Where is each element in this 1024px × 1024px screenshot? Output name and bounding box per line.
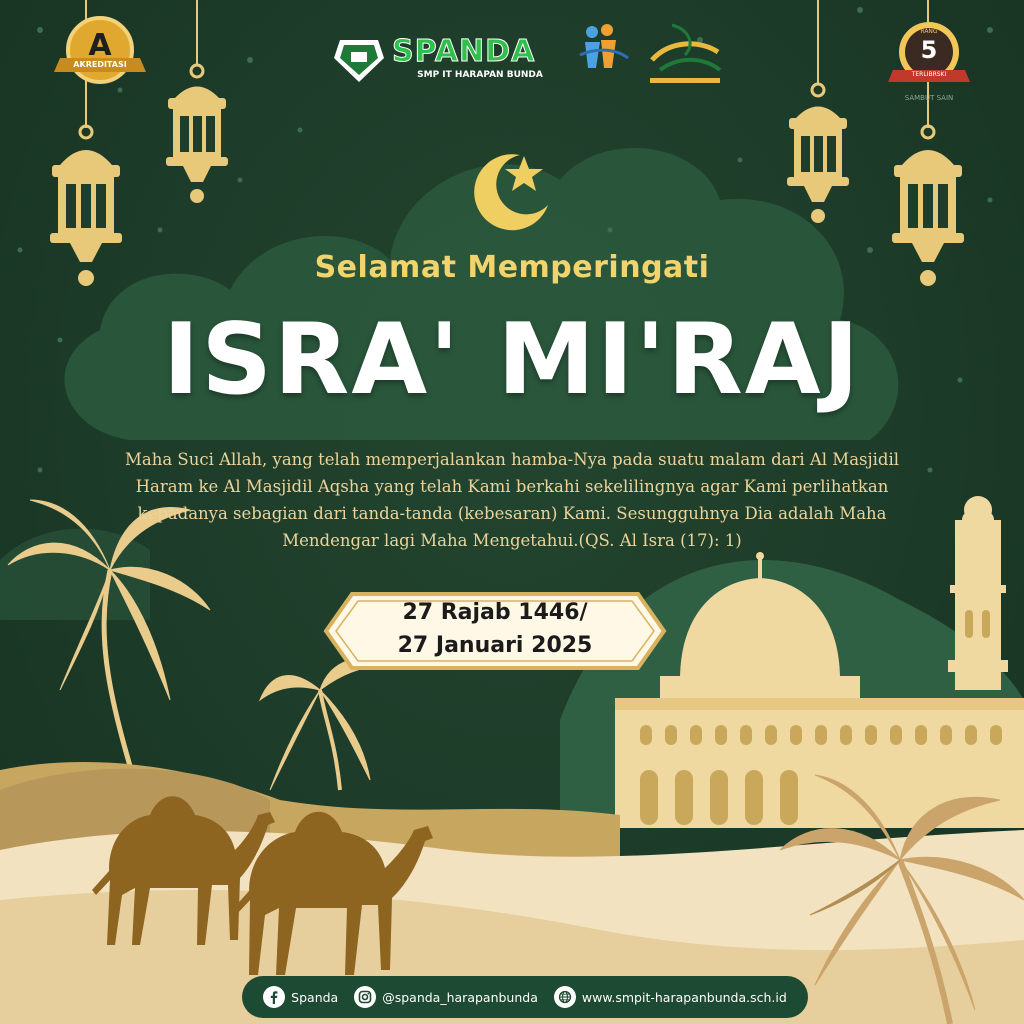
social-footer — [242, 976, 808, 1018]
school-crest-icon — [334, 40, 384, 82]
partner-logo-icon — [580, 24, 628, 68]
rank-number: 5 — [920, 36, 938, 64]
website-link[interactable] — [554, 986, 787, 1008]
lantern-icon — [166, 0, 228, 203]
date-gregorian: 27 Januari 2025 — [397, 633, 593, 658]
instagram-link[interactable] — [354, 986, 538, 1008]
instagram-icon — [354, 986, 376, 1008]
website-label: www.smpit-harapanbunda.sch.id — [581, 989, 787, 1005]
globe-icon — [554, 986, 576, 1008]
facebook-link[interactable] — [263, 986, 338, 1008]
school-name: SMP IT HARAPAN BUNDA — [417, 70, 543, 80]
facebook-icon — [263, 986, 285, 1008]
partner-logo-icon — [650, 25, 720, 83]
quran-verse: Maha Suci Allah, yang telah memperjalankan hamba-Nya pada suatu malam dari Al Masjidil Haram ke Al Masjidil Aqsha yang telah Kami berkahi sekelilingnya agar Kami perlihatkan kepadanya sebagian dari tanda-tanda (kebesaran) Kami. Sesungguhnya Dia adalah Maha Mendengar lagi Maha Mengetahui.(QS. Al Isra (17): 1) — [124, 450, 900, 550]
greeting-text: Selamat Memperingati — [314, 250, 710, 285]
event-title: ISRA' MI'RAJ — [162, 303, 862, 417]
rank-caption: SAMBUT SAIN — [904, 94, 954, 102]
lantern-icon — [787, 0, 849, 223]
instagram-label: @spanda_harapanbunda — [382, 989, 538, 1005]
event-date — [322, 596, 668, 662]
facebook-label: Spanda — [291, 989, 339, 1005]
accreditation-letter: A — [88, 28, 112, 63]
school-logo-word: SPANDA — [392, 34, 536, 69]
rank-label-top: RANG — [920, 28, 938, 35]
accreditation-label: AKREDITASI — [73, 60, 127, 69]
rank-ribbon-label: TERLIBRSKI — [911, 71, 947, 78]
date-hijri: 27 Rajab 1446/ — [402, 600, 588, 625]
